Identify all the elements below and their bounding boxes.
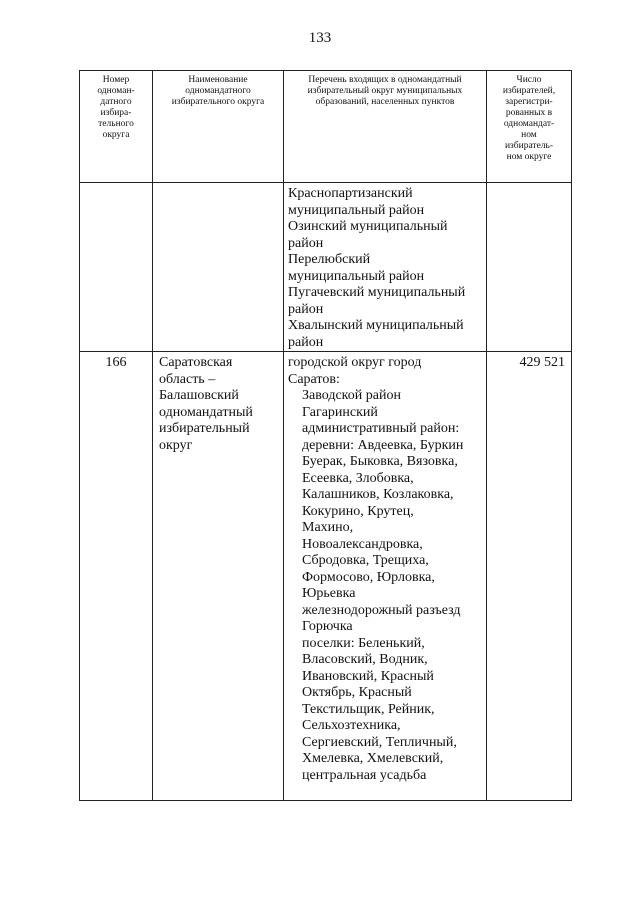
municipality-line: Сельхозтехника, [302,718,401,733]
district-number-cell: 166 [80,352,153,801]
voter-count-cell [487,183,572,352]
header-district-number [80,71,153,183]
municipality-line: Хмелевка, Хмелевский, [302,751,444,766]
district-number-cell [80,183,153,352]
municipality-line: Пугачевский муниципальный [288,285,466,300]
municipality-line: поселки: Беленький, [302,635,425,651]
header-municipalities [284,71,487,183]
municipality-line: Буерак, Быковка, Вязовка, [302,454,458,469]
header-row [80,71,572,183]
header-district-name-text: Наименование одномандатного избирательного округа [171,75,265,107]
municipality-line: район [288,334,324,350]
municipality-line: Юрьевка [302,586,356,601]
district-name-cell: Саратовская область – Балашовский одномандатный избирательный округ [153,352,284,801]
municipality-line: Перелюбский [288,252,371,267]
voter-count-cell: 429 521 [487,352,572,801]
header-voter-count [487,71,572,183]
header-district-name [153,71,284,183]
municipality-line: Власовский, Водник, [302,652,428,667]
municipality-line: Гагаринский [302,404,378,420]
municipality-line: Озинский муниципальный [288,219,448,234]
municipality-line: железнодорожный разъезд [302,602,461,618]
municipality-line: Хвалынский муниципальный [288,318,464,333]
header-municipalities-text: Перечень входящих в одномандатный избирательный округ муниципальных образований, населенных пунктов [307,75,463,107]
table-row [80,352,572,801]
municipalities-cell [284,352,487,801]
header-district-number-text: Номер одноман- датного избира- тельного округа [97,75,135,140]
municipality-line: административный район: [302,421,460,436]
municipality-line: район [288,235,324,251]
municipality-line: Сбродовка, Трещиха, [302,553,429,568]
municipality-line: Формосово, Юрловка, [302,569,435,585]
municipality-line: Махино, [302,520,354,535]
municipality-line: Краснопартизанский [288,186,413,201]
municipality-line: Сергиевский, Тепличный, [302,734,457,750]
municipality-line: район [288,301,324,317]
municipality-line: Калашников, Козлаковка, [302,487,454,502]
municipality-line: Октябрь, Красный [302,685,412,700]
municipality-line: муниципальный район [288,268,425,284]
municipality-line: Ивановский, Красный [302,668,434,684]
table-row [80,183,572,352]
municipality-line: Кокурино, Крутец, [302,503,414,519]
municipalities-cell [284,183,487,352]
municipality-line: Новоалександровка, [302,536,423,552]
districts-table [79,70,572,801]
municipality-line: Текстильщик, Рейник, [302,701,435,717]
municipality-line: Заводской район [302,388,401,403]
district-name-cell [153,183,284,352]
page-number: 133 [308,30,332,46]
municipality-line: Саратов: [288,371,340,387]
municipality-line: деревни: Авдеевка, Буркин [302,437,464,453]
municipality-line: муниципальный район [288,202,425,218]
municipality-line: городской округ город [288,355,422,370]
municipality-line: центральная усадьба [302,767,427,783]
municipality-line: Горючка [302,619,353,634]
municipality-line: Есеевка, Злобовка, [302,470,414,486]
header-voter-count-text: Число избирателей, зарегистри- рованных в одномандат- ном избиратель- ном округе [502,75,556,162]
